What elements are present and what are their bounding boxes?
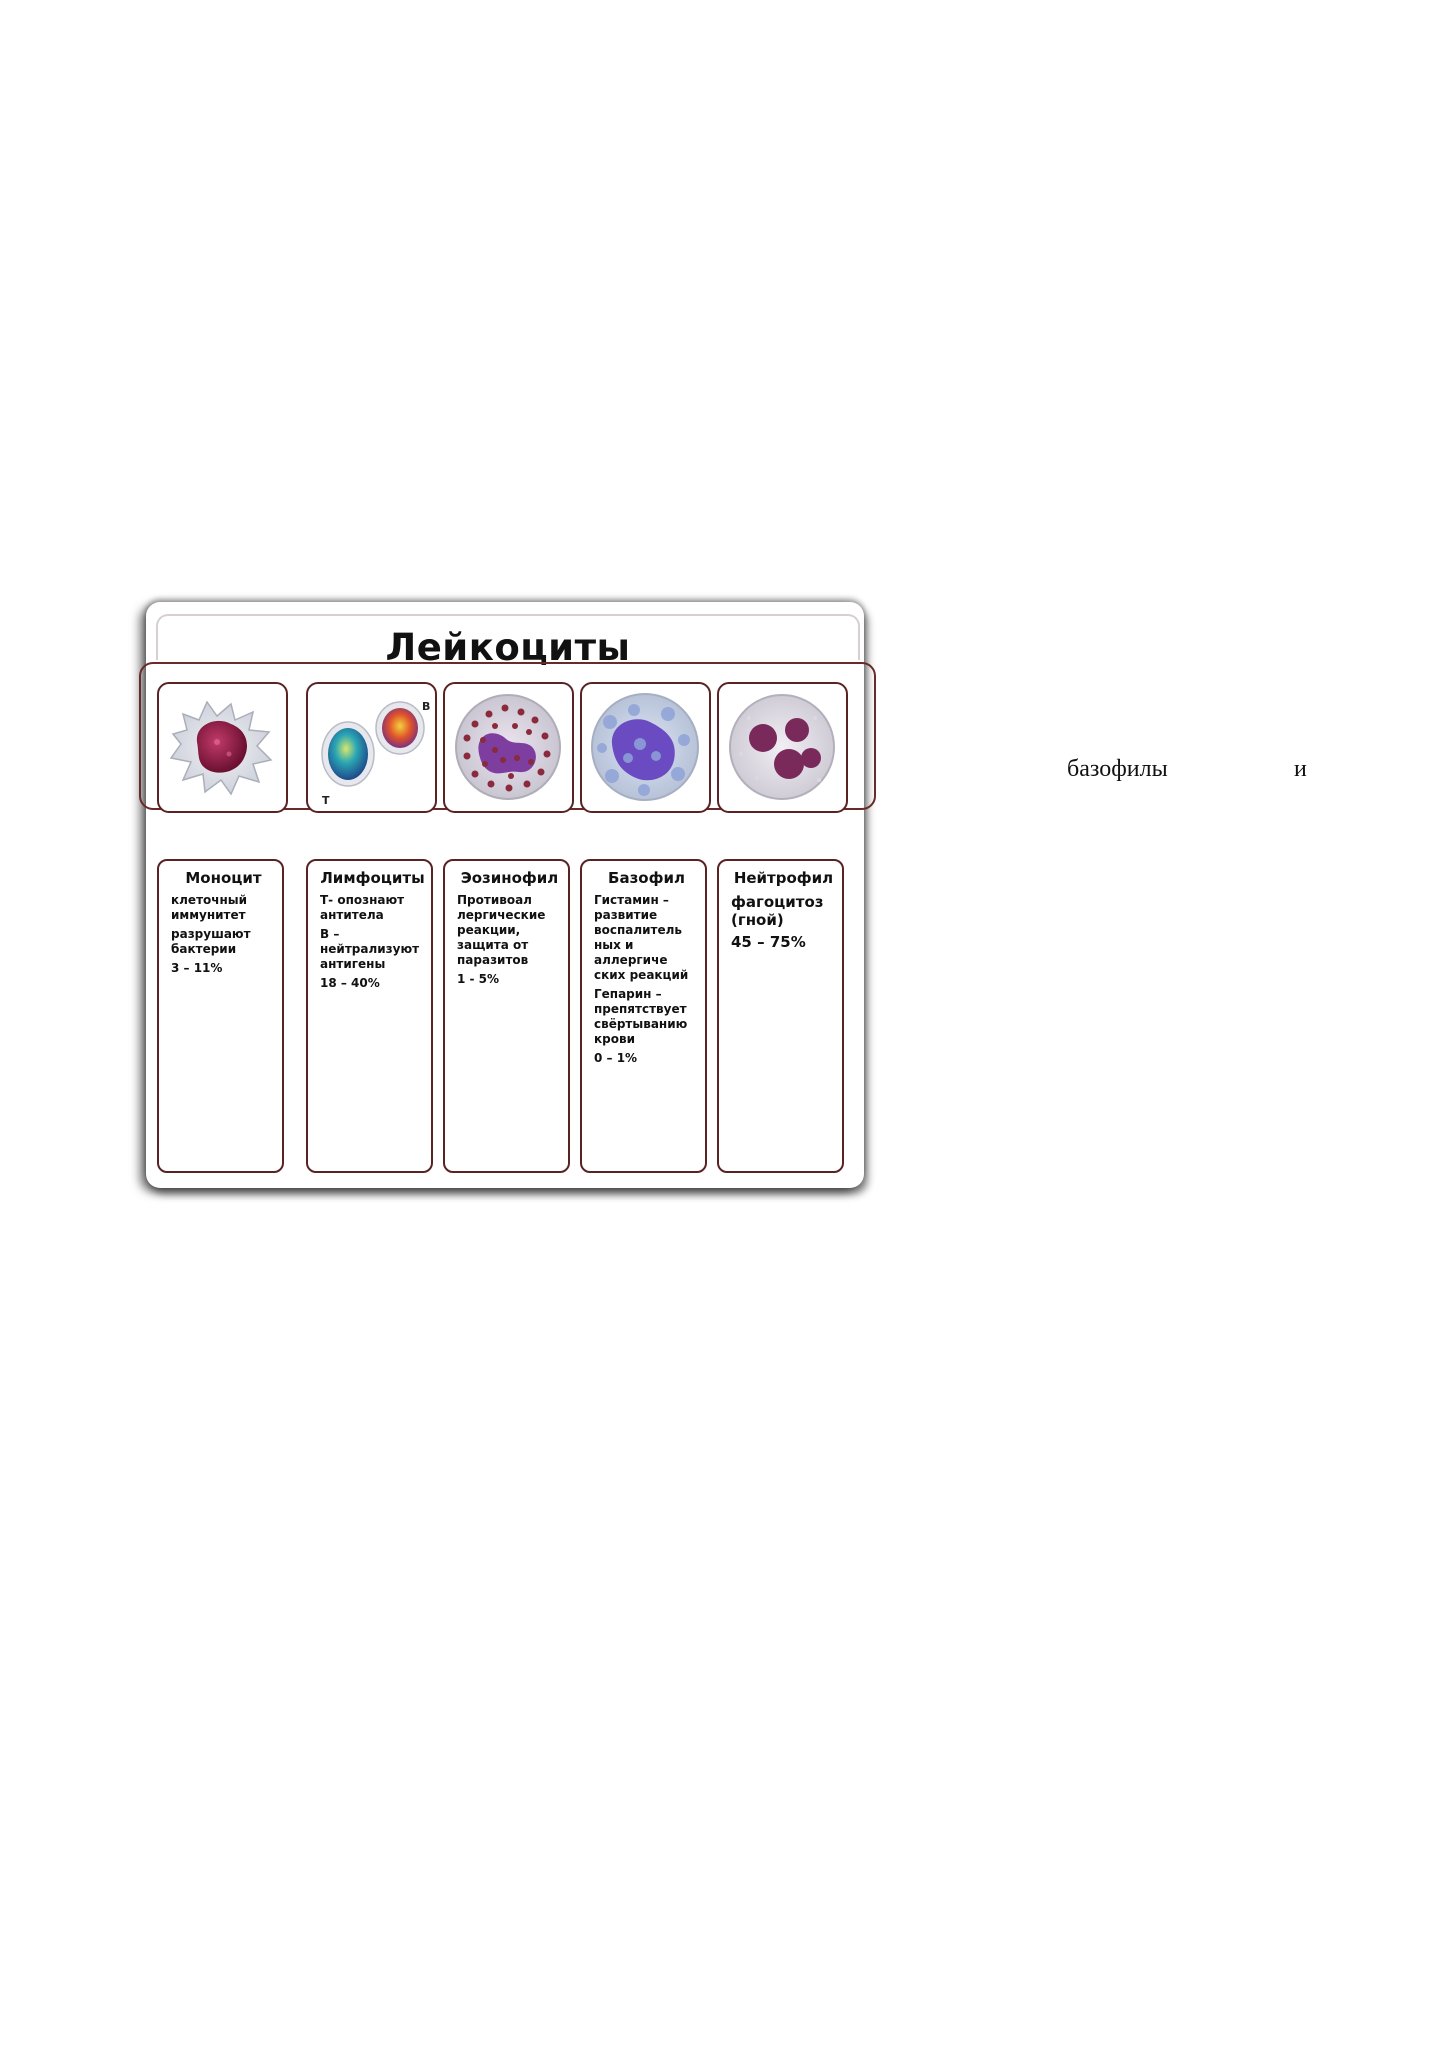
lymphocytes-image (306, 682, 437, 813)
column-text: В – нейтрализуют антигены (320, 927, 420, 971)
column-title: Моноцит (185, 869, 262, 887)
monocyte-image (157, 682, 288, 813)
column-text: фагоцитоз (гной) (731, 893, 824, 929)
lymphocyte-b-tag: В (422, 700, 431, 713)
column-text: Противоал лергические реакции, защита от паразитов (457, 893, 546, 967)
leukocytes-figure (146, 602, 864, 1188)
column-percent: 45 – 75% (731, 933, 806, 951)
column-percent: 3 – 11% (171, 961, 223, 975)
column-text: Гепарин – препятствует свёртыванию крови (594, 987, 688, 1046)
column-title: Базофил (608, 869, 685, 887)
column-percent: 1 - 5% (457, 972, 500, 986)
side-word-basophils: базофилы (1067, 756, 1168, 782)
column-title: Эозинофил (460, 869, 559, 887)
lymphocyte-t-tag: Т (322, 794, 330, 807)
column-monocyte (157, 859, 284, 1173)
column-title: Лимфоциты (320, 869, 425, 887)
column-text: клеточный иммунитет (171, 893, 248, 922)
column-title: Нейтрофил (733, 869, 834, 887)
neutrophil-image (717, 682, 848, 813)
basophil-image (580, 682, 711, 813)
column-percent: 0 – 1% (594, 1051, 638, 1065)
column-text: Гистамин – развитие воспалитель ных и аллергиче ских реакций (594, 893, 689, 982)
column-text: разрушают бактерии (171, 927, 251, 956)
figure-title: Лейкоциты (385, 626, 631, 669)
title-bar (156, 614, 860, 669)
column-eosinophil (443, 859, 570, 1173)
column-neutrophil (717, 859, 844, 1173)
column-percent: 18 – 40% (320, 976, 380, 990)
side-word-and: и (1294, 756, 1307, 782)
column-basophil (580, 859, 707, 1173)
column-text: Т- опознают антитела (320, 893, 405, 922)
column-lymphocytes (306, 859, 433, 1173)
eosinophil-image (443, 682, 574, 813)
